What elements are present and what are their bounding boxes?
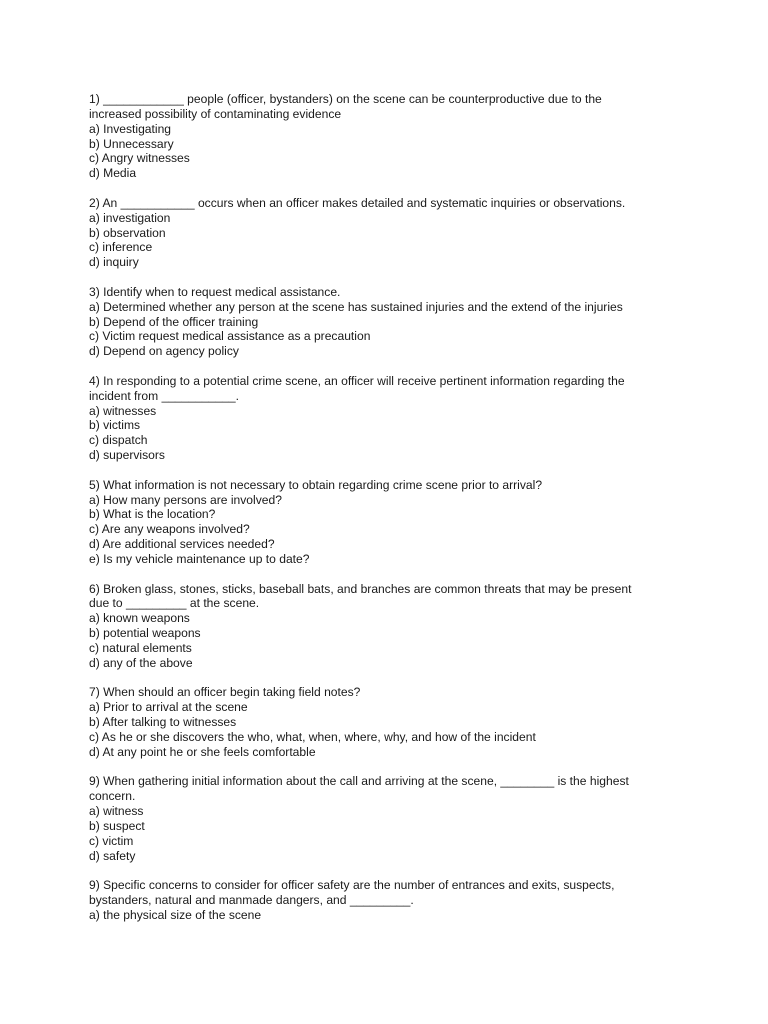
question-6 — [89, 582, 689, 671]
answer-option: c) Are any weapons involved? — [89, 522, 250, 537]
answer-option: d) Are additional services needed? — [89, 537, 275, 552]
answer-option: d) any of the above — [89, 655, 193, 670]
answer-option: a) the physical size of the scene — [89, 908, 262, 923]
answer-option: b) potential weapons — [89, 626, 201, 641]
answer-option: d) Media — [89, 166, 137, 181]
question-5 — [89, 478, 689, 567]
answer-option: d) At any point he or she feels comfortable — [89, 744, 316, 759]
question-3 — [89, 285, 689, 359]
question-stem-line: concern. — [89, 789, 136, 804]
answer-option: a) Prior to arrival at the scene — [89, 700, 248, 715]
answer-option: c) dispatch — [89, 433, 148, 448]
answer-option: b) After talking to witnesses — [89, 715, 237, 730]
question-stem — [89, 196, 689, 211]
answer-option: d) Depend on agency policy — [89, 344, 239, 359]
answer-option: c) Victim request medical assistance as a precaution — [89, 329, 371, 344]
question-stem-line: bystanders, natural and manmade dangers, and _________. — [89, 893, 414, 908]
answer-option: c) natural elements — [89, 640, 192, 655]
answer-option: a) investigation — [89, 210, 171, 225]
answer-option: a) Determined whether any person at the scene has sustained injuries and the extend of the injuries — [89, 299, 623, 314]
question-stem-line: 2) An ___________ occurs when an officer makes detailed and systematic inquiries or observations. — [89, 195, 626, 210]
answer-option: a) How many persons are involved? — [89, 492, 282, 507]
answer-option: d) safety — [89, 848, 136, 863]
question-stem-line: 4) In responding to a potential crime scene, an officer will receive pertinent information regarding the — [89, 373, 625, 388]
answer-option: d) supervisors — [89, 448, 165, 463]
answer-option: c) victim — [89, 833, 134, 848]
question-stem — [89, 374, 689, 404]
question-stem-line: 6) Broken glass, stones, sticks, baseball bats, and branches are common threats that may be present — [89, 581, 632, 596]
question-stem-line: 1) ____________ people (officer, bystanders) on the scene can be counterproductive due to the — [89, 92, 602, 106]
answer-option: a) Investigating — [89, 121, 172, 136]
answer-option: b) victims — [89, 418, 141, 433]
answer-option: a) known weapons — [89, 611, 190, 626]
answer-option: e) Is my vehicle maintenance up to date? — [89, 551, 310, 566]
question-2 — [89, 196, 689, 270]
question-stem — [89, 878, 689, 908]
answer-option: c) inference — [89, 240, 153, 255]
answer-option: b) suspect — [89, 819, 145, 834]
question-stem-line: due to _________ at the scene. — [89, 596, 260, 611]
question-stem-line: increased possibility of contaminating evidence — [89, 106, 342, 121]
question-stem — [89, 92, 689, 122]
answer-option: b) Depend of the officer training — [89, 314, 259, 329]
question-1 — [89, 92, 689, 181]
answer-option: c) Angry witnesses — [89, 151, 190, 166]
answer-option: c) As he or she discovers the who, what, when, where, why, and how of the incident — [89, 730, 536, 744]
question-stem-line: 9) When gathering initial information about the call and arriving at the scene, ________ is the highest — [89, 774, 629, 789]
question-stem-line: incident from ___________. — [89, 388, 239, 403]
answer-option: a) witness — [89, 804, 144, 819]
answer-option: b) observation — [89, 225, 166, 240]
question-stem — [89, 582, 689, 612]
question-stem — [89, 478, 689, 493]
question-stem-line: 3) Identify when to request medical assistance. — [89, 284, 341, 299]
question-8 — [89, 774, 689, 863]
answer-option: b) What is the location? — [89, 507, 216, 522]
question-7 — [89, 685, 689, 759]
question-stem-line: 5) What information is not necessary to obtain regarding crime scene prior to arrival? — [89, 477, 543, 492]
question-stem — [89, 285, 689, 300]
answer-option: a) witnesses — [89, 403, 157, 418]
question-stem-line: 7) When should an officer begin taking field notes? — [89, 685, 361, 700]
question-stem-line: 9) Specific concerns to consider for officer safety are the number of entrances and exits, suspects, — [89, 878, 615, 893]
question-stem — [89, 685, 689, 700]
question-4 — [89, 374, 689, 463]
answer-option: b) Unnecessary — [89, 136, 174, 151]
document-page — [89, 92, 689, 938]
question-9 — [89, 878, 689, 923]
answer-option: d) inquiry — [89, 255, 139, 270]
question-stem — [89, 774, 689, 804]
